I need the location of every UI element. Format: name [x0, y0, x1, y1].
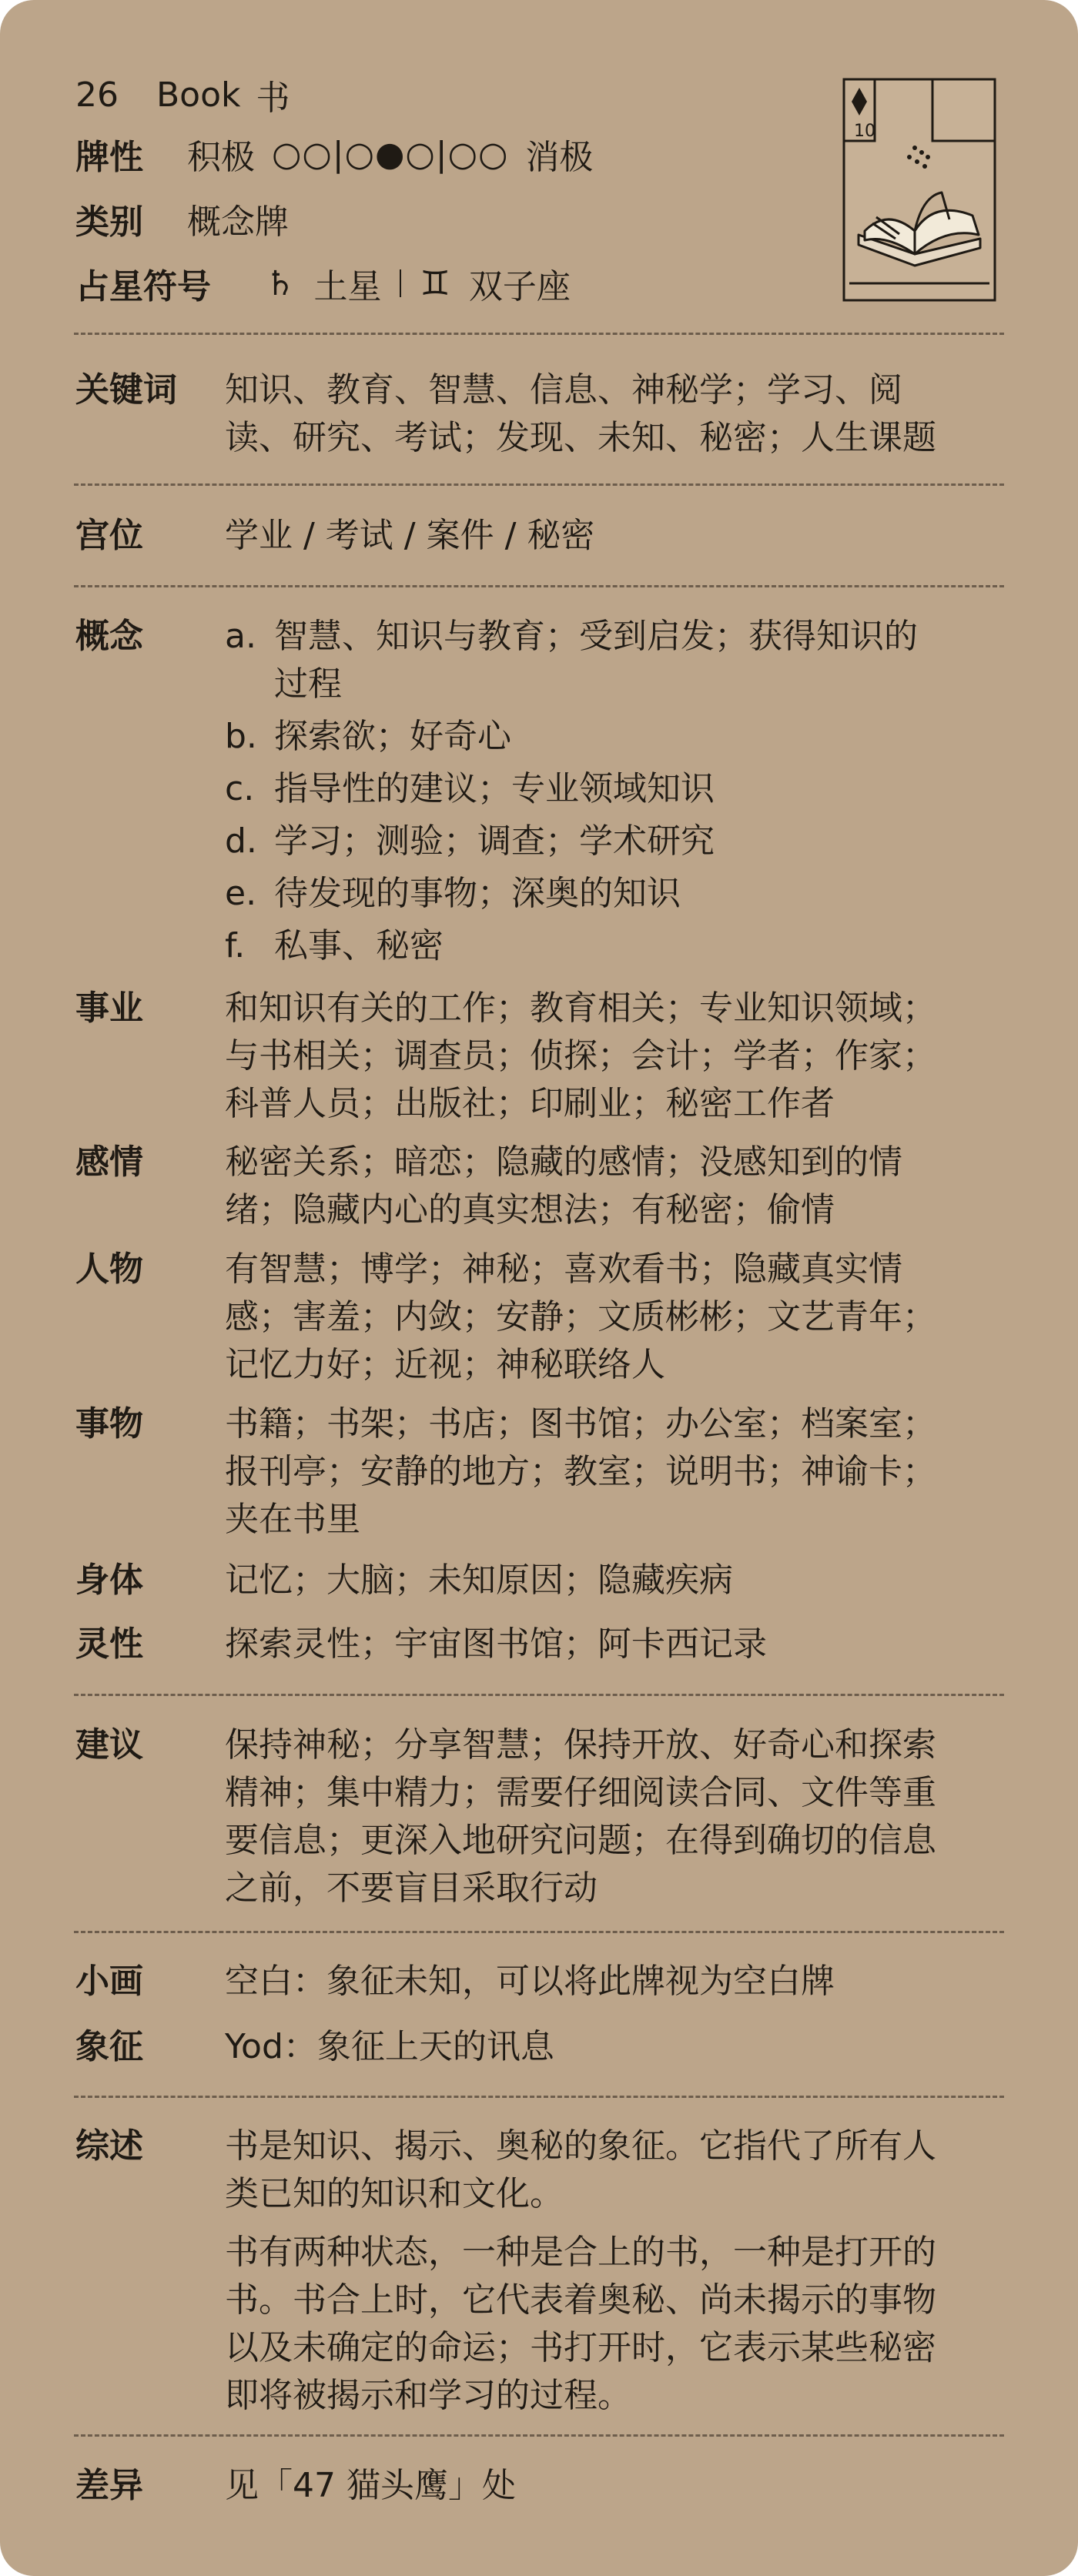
keywords-label: 关键词: [75, 370, 177, 410]
body-value: 记忆；大脑；未知原因；隐藏疾病: [225, 1561, 733, 1600]
love-label: 感情: [75, 1142, 143, 1182]
concept-item: a. 智慧、知识与教育；受到启发；获得知识的 过程: [225, 617, 918, 704]
divider: [74, 333, 1004, 335]
symbol-label: 象征: [75, 2027, 143, 2066]
summary-paragraph: 书有两种状态，一种是合上的书，一种是打开的 书。书合上时，它代表着奥秘、尚未揭示的事物 以及未确定的命运；书打开时，它表示某些秘密 即将被揭示和学习的过程。: [225, 2233, 936, 2415]
astro-sign: 双子座: [468, 267, 571, 306]
keywords-line: 知识、教育、智慧、信息、神秘学；学习、阅: [225, 370, 902, 410]
divider: [74, 585, 1004, 587]
card-name-cn: 书: [256, 79, 290, 118]
polarity-scale: ○○|○●○|○○: [272, 134, 509, 174]
card-header: [75, 68, 845, 316]
polarity-label: 牌性: [75, 138, 143, 177]
difference-label: 差异: [75, 2466, 143, 2505]
divider: [74, 1931, 1004, 1933]
astro-row: [75, 251, 845, 316]
card-title: [75, 68, 845, 122]
career-label: 事业: [75, 989, 143, 1028]
divider: [74, 2434, 1004, 2437]
palace-value: 学业 / 考试 / 案件 / 秘密: [225, 516, 595, 555]
category-label: 类别: [75, 202, 143, 242]
category-value: 概念牌: [187, 202, 289, 242]
spirit-label: 灵性: [75, 1624, 143, 1664]
advice-label: 建议: [75, 1725, 143, 1765]
concept-item: c. 指导性的建议；专业领域知识: [225, 769, 715, 808]
summary-paragraph: 书是知识、揭示、奥秘的象征。它指代了所有人 类已知的知识和文化。: [225, 2126, 936, 2213]
summary-label: 综述: [75, 2126, 143, 2166]
palace-label: 宫位: [75, 516, 143, 555]
concept-item: e. 待发现的事物；深奥的知识: [225, 874, 681, 913]
body-label: 身体: [75, 1561, 143, 1600]
card-number: 26: [75, 75, 119, 115]
gemini-icon: ♊: [420, 263, 450, 303]
things-label: 事物: [75, 1404, 143, 1444]
small-picture-label: 小画: [75, 1962, 143, 2001]
astro-separator: [400, 269, 401, 297]
polarity-positive: 积极: [187, 138, 255, 177]
divider: [74, 483, 1004, 486]
concept-label: 概念: [75, 617, 143, 656]
card-rank: 10: [854, 122, 875, 141]
polarity-negative: 消极: [525, 138, 594, 177]
difference-value: 见「47 猫头鹰」处: [225, 2466, 516, 2505]
astro-planet: 土星: [313, 267, 382, 306]
spirit-value: 探索灵性；宇宙图书馆；阿卡西记录: [225, 1624, 767, 1664]
keywords-line: 读、研究、考试；发现、未知、秘密；人生课题: [225, 418, 936, 457]
saturn-icon: ♄: [265, 263, 296, 303]
polarity-row: [75, 122, 845, 186]
card-name-en: Book: [156, 75, 241, 115]
concept-item: f. 私事、秘密: [225, 926, 444, 965]
concept-item: b. 探索欲；好奇心: [225, 717, 511, 756]
small-picture-value: 空白：象征未知，可以将此牌视为空白牌: [225, 1962, 835, 2001]
astro-label: 占星符号: [75, 267, 211, 306]
divider: [74, 2096, 1004, 2098]
concept-item: d. 学习；测验；调查；学术研究: [225, 821, 715, 861]
symbol-value: Yod：象征上天的讯息: [225, 2027, 554, 2066]
category-row: [75, 186, 845, 251]
card-thumbnail: [842, 77, 997, 303]
divider: [74, 1694, 1004, 1696]
person-label: 人物: [75, 1250, 143, 1289]
card-sheet: 26 Book 书 牌性 积极 ○○|○●○|○○ 消极 类别 概念牌 占星符号 ♄ 土星 ♊ 双子座 10 关键词 知识、教育、智慧、信息、神秘学；学习、阅 读、研究、考试；发现、未知、秘密；人生课题 宫位 学业 / 考试 / 案件 / 秘密 概念 a. 智慧、知识与教育；受到启发；获得知识的 过程 b. 探索欲；好奇心 c. 指导性的建议；专业领域知识 d. 学习；测验；调查；学术研究 e. 待发现的事物；深奥的知识 f. 私事、秘密 事业 和知识有关的工作；教育相关；专业知识领域； 与书相关；调查员；侦探；会计；学者；作家； 科普人员；出版社；印刷业；秘密工作者 感情 秘密关系；暗恋；隐藏的感情；没感知到的情 绪；隐藏内心的真实想法；有秘密；偷情 人物 有智慧；博学；神秘；喜欢看书；隐藏真实情 感；害羞；内敛；安静；文质彬彬；文艺青年； 记忆力好；近视；神秘联络人 事物 书籍；书架；书店；图书馆；办公室；档案室； 报刊亭；安静的地方；教室；说明书；神谕卡； 夹在书里 身体 记忆；大脑；未知原因；隐藏疾病 灵性 探索灵性；宇宙图书馆；阿卡西记录 建议 保持神秘；分享智慧；保持开放、好奇心和探索 精神；集中精力；需要仔细阅读合同、文件等重 要信息；更深入地研究问题；在得到确切的信息 之前，不要盲目采取行动 小画 空白：象征未知，可以将此牌视为空白牌 象征 Yod：象征上天的讯息 综述 书是知识、揭示、奥秘的象征。它指代了所有人 类已知的知识和文化。 书有两种状态，一种是合上的书，一种是打开的 书。书合上时，它代表着奥秘、尚未揭示的事物 以及未确定的命运；书打开时，它表示某些秘密 即将被揭示和学习的过程。 差异 见「47 猫头鹰」处: [0, 0, 1078, 2576]
